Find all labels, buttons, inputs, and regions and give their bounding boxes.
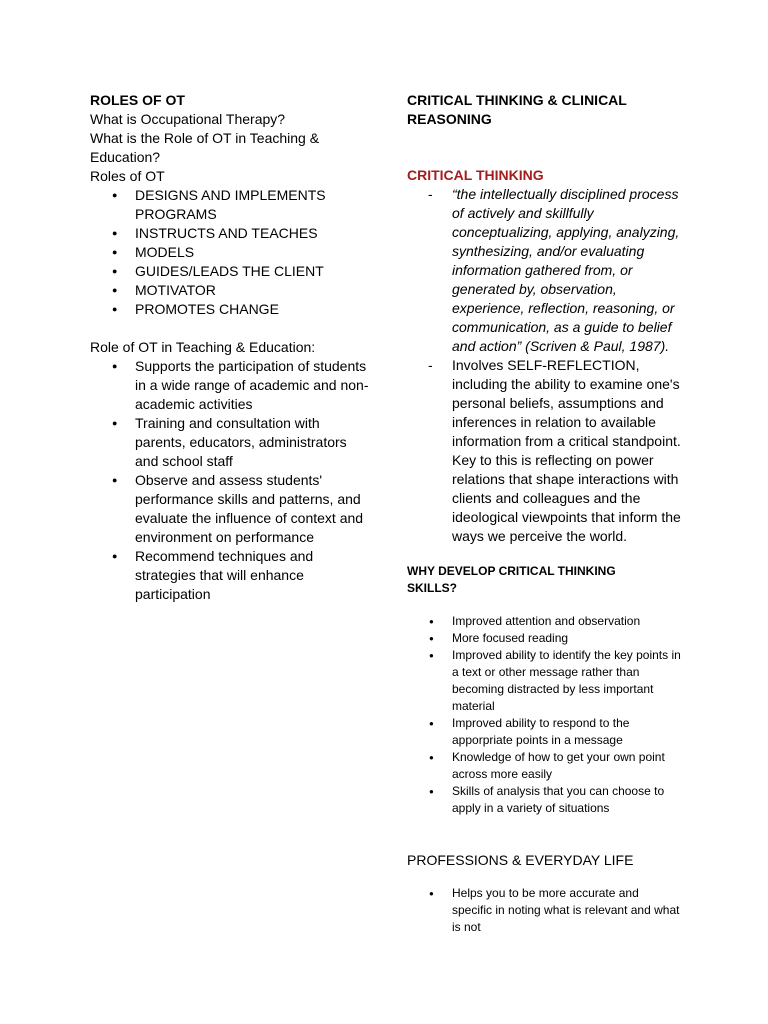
definitions-list <box>407 185 687 546</box>
list-item: ● Training and consultation with parents, educators, administrators and school staff <box>90 414 370 471</box>
list-item: ● GUIDES/LEADS THE CLIENT <box>90 262 370 281</box>
roles-list <box>90 186 370 319</box>
list-item: ● DESIGNS AND IMPLEMENTS PROGRAMS <box>90 186 370 224</box>
list-item <box>407 356 682 546</box>
question-role-of-ot: What is the Role of OT in Teaching & Education? <box>90 130 320 165</box>
why-develop-heading: WHY DEVELOP CRITICAL THINKING SKILLS? <box>407 564 616 595</box>
list-item <box>407 185 682 356</box>
dash-marker: - <box>428 186 433 202</box>
roles-of-ot-title: ROLES OF OT <box>90 92 185 108</box>
list-item: ● MOTIVATOR <box>90 281 370 300</box>
list-item: ● More focused reading <box>407 630 682 647</box>
list-item: ● Observe and assess students' performance skills and patterns, and evaluate the influence of context and environment on performance <box>90 471 370 547</box>
list-item: ● Recommend techniques and strategies that will enhance participation <box>90 547 370 604</box>
teaching-label: Role of OT in Teaching & Education: <box>90 339 316 355</box>
list-item: ● Knowledge of how to get your own point across more easily <box>407 749 682 783</box>
definition-self-reflection: Involves SELF-REFLECTION, including the ability to examine one's personal beliefs, assumptions and inferences in relation to available information from a critical standpoint. Key to this is reflecting on power relations that shape interactions with clients and colleagues and the ideological viewpoints that inform the ways we perceive the world. <box>452 357 681 544</box>
professions-heading: PROFESSIONS & EVERYDAY LIFE <box>407 852 634 868</box>
question-what-is-ot: What is Occupational Therapy? <box>90 111 286 127</box>
list-item: ● MODELS <box>90 243 370 262</box>
teaching-list <box>90 357 370 604</box>
dash-marker: - <box>428 357 433 373</box>
list-item: ● Helps you to be more accurate and specific in noting what is relevant and what is not <box>407 885 682 936</box>
list-item: ● PROMOTES CHANGE <box>90 300 370 319</box>
list-item: ● Improved attention and observation <box>407 613 682 630</box>
roles-label: Roles of OT <box>90 168 165 184</box>
definition-quote: “the intellectually disciplined process of actively and skillfully conceptualizing, applying, analyzing, synthesizing, and/or evaluating information gathered from, or generated by, observation, experience, reflection, reasoning, or communication, as a guide to belief and action” (Scriven & Paul, 1987). <box>452 186 680 354</box>
list-item: ● Supports the participation of students in a wide range of academic and non- academic activities <box>90 357 370 414</box>
right-column <box>407 91 687 936</box>
list-item: ● Skills of analysis that you can choose to apply in a variety of situations <box>407 783 682 817</box>
critical-thinking-heading: CRITICAL THINKING <box>407 167 544 183</box>
list-item: ● INSTRUCTS AND TEACHES <box>90 224 370 243</box>
left-column <box>90 91 370 604</box>
list-item: ● Improved ability to identify the key points in a text or other message rather than becoming distracted by less important material <box>407 647 682 715</box>
professions-list <box>407 885 687 936</box>
list-item: ● Improved ability to respond to the apporpriate points in a message <box>407 715 682 749</box>
why-develop-list <box>407 613 687 817</box>
critical-thinking-title: CRITICAL THINKING & CLINICAL REASONING <box>407 92 627 127</box>
